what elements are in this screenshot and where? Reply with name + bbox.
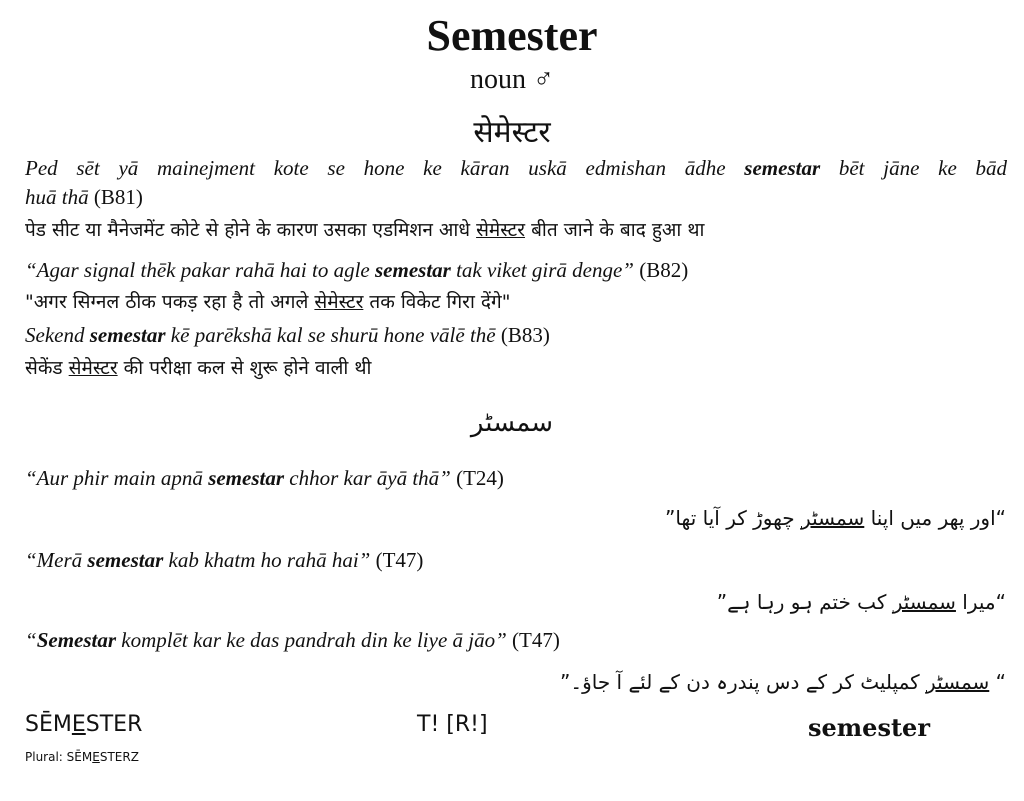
tl-keyword: semestar <box>744 156 821 180</box>
plural-label: Plural: <box>25 750 63 764</box>
tl-text: Ped sēt yā mainejment kote se hone ke kāran uskā edmishan ādhe <box>25 156 726 180</box>
ur-text: کمپلیٹ کر کے دس پندرہ دن کے لئے آ جاؤ۔” <box>560 670 920 694</box>
example-b82-devanagari <box>25 288 510 314</box>
source-ref: (B81) <box>93 185 143 209</box>
ur-keyword: سمسٹر <box>926 670 990 694</box>
tl-keyword: semestar <box>375 258 451 282</box>
tl-text: komplēt kar ke das pandrah din ke liye ā jāo” <box>121 628 507 652</box>
urdu-headword: سمسٹر <box>470 408 554 438</box>
pron-stress-letter: E <box>71 712 86 737</box>
headword: Semester <box>426 11 598 60</box>
dev-text: पेड सीट या मैनेजमेंट कोटे से होने के कारण उसका एडमिशन आधे <box>25 219 471 241</box>
dev-text: तक विकेट गिरा देंगे" <box>369 291 511 313</box>
dev-keyword: सेमेस्टर <box>476 219 526 241</box>
tl-text: “Agar signal thēk pakar rahā hai to agle <box>25 258 370 282</box>
example-t47-urdu <box>717 590 1006 614</box>
tl-keyword: Semestar <box>36 628 117 652</box>
tl-text: kē parēkshā kal se shurū hone vālē thē <box>170 323 496 347</box>
source-ref: (B83) <box>500 323 550 347</box>
dev-text: "अगर सिग्नल ठीक पकड़ रहा है तो अगले <box>25 291 309 313</box>
example-t47b-urdu <box>560 670 1006 694</box>
example-t24-transliteration <box>25 466 504 491</box>
blackletter-word: semester <box>808 713 930 742</box>
hindi-headword: सेमेस्टर <box>473 115 551 150</box>
tl-text: Sekend <box>25 323 85 347</box>
ur-text: چھوڑ کر آیا تھا” <box>665 506 795 530</box>
source-ref: (T24) <box>456 466 504 490</box>
tl-keyword: semestar <box>89 323 166 347</box>
example-t47b-transliteration <box>25 628 560 653</box>
dev-text: बीत जाने के बाद हुआ था <box>531 219 705 241</box>
example-b81-transliteration-line2 <box>25 185 143 210</box>
example-b82-transliteration <box>25 258 688 283</box>
pronunciation <box>25 712 142 737</box>
example-b83-devanagari <box>25 354 371 380</box>
ur-text: کب ختم ہو رہا ہے” <box>716 590 887 614</box>
example-t47-transliteration <box>25 548 423 573</box>
plural-text: SĒM <box>66 750 93 764</box>
ur-keyword: سمسٹر <box>892 590 956 614</box>
dev-text: की परीक्षा कल से शुरू होने वाली थी <box>123 357 372 379</box>
pron-text: STER <box>85 712 143 737</box>
ur-keyword: سمسٹر <box>801 506 865 530</box>
example-t24-urdu <box>665 506 1006 530</box>
tl-text: kab khatm ho rahā hai” <box>168 548 371 572</box>
source-ref: (T47) <box>375 548 424 572</box>
plural-stress-letter: E <box>92 750 100 764</box>
tl-keyword: semestar <box>87 548 164 572</box>
source-ref: (T47) <box>512 628 560 652</box>
pron-text: SĒM <box>25 712 72 737</box>
example-b83-transliteration <box>25 323 550 348</box>
tl-text: “ <box>25 628 37 652</box>
tl-text: huā thā <box>25 185 89 209</box>
dev-text: सेकेंड <box>25 357 63 379</box>
part-of-speech: noun ♂ <box>470 64 554 95</box>
example-b81-transliteration <box>25 156 1007 181</box>
tl-text: “Aur phir main apnā <box>25 466 203 490</box>
source-ref: (B82) <box>639 258 689 282</box>
plural-form <box>25 750 139 764</box>
example-b81-devanagari <box>25 216 704 242</box>
tl-text: “Merā <box>25 548 83 572</box>
tl-keyword: semestar <box>208 466 285 490</box>
ur-text: “اور پھر میں اپنا <box>870 506 1006 530</box>
ur-text: “ <box>995 670 1006 694</box>
tl-text: chhor kar āyā thā” <box>289 466 451 490</box>
tl-text: bēt jāne ke bād <box>838 156 1008 180</box>
ur-text: “میرا <box>962 590 1006 614</box>
dev-keyword: सेमेस्टर <box>68 357 118 379</box>
plural-text: STERZ <box>99 750 139 764</box>
tl-text: tak viket girā denge” <box>456 258 634 282</box>
dev-keyword: सेमेस्टर <box>314 291 364 313</box>
stress-notation: T! [R!] <box>417 712 488 737</box>
